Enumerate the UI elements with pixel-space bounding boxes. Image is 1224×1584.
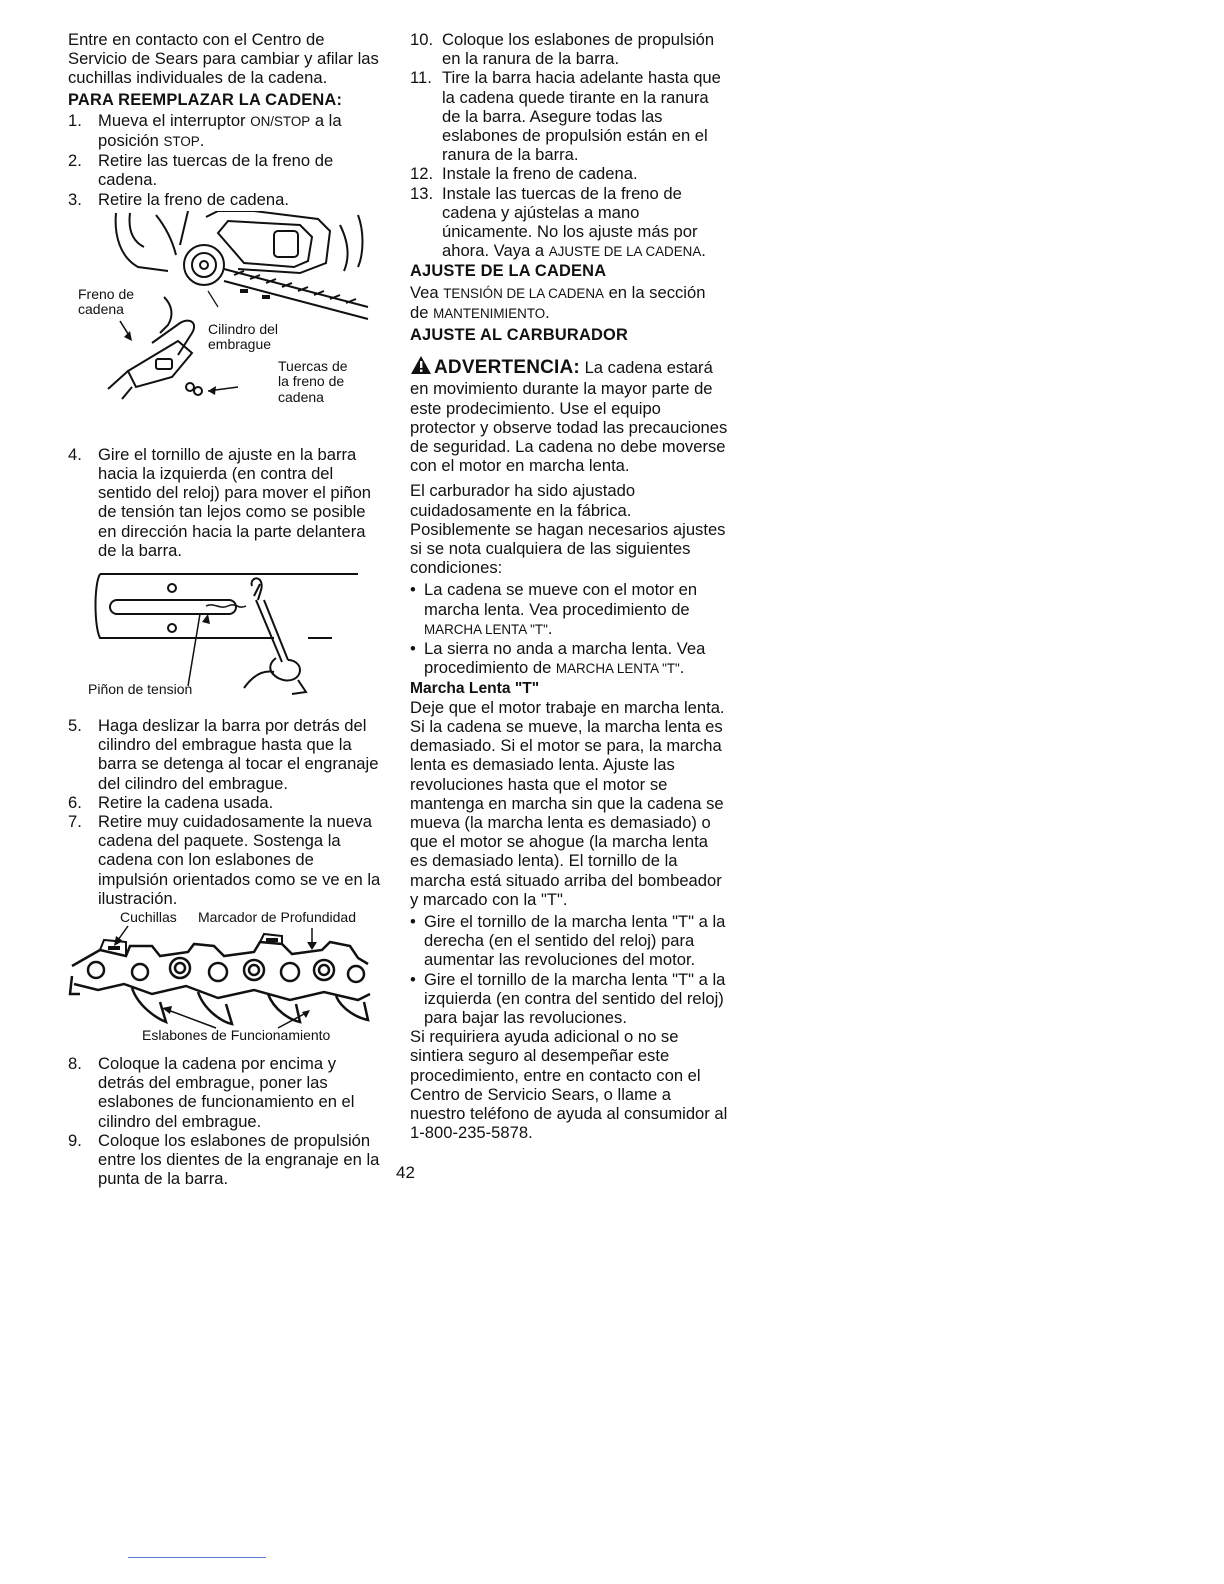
step-4: 4. Gire el tornillo de ajuste en la barra hacia la izquierda (en contra del sentido del reloj) para mover el piñon de tensión tan lejos como se posible en dirección hacia la parte delantera de la barra. <box>68 444 372 560</box>
page-number: 42 <box>396 1163 415 1182</box>
label-marcador-de-profundidad: Marcador de Profundidad <box>198 909 356 926</box>
label-eslabones-de-funcionamiento: Eslabones de Funcionamiento <box>142 1027 331 1044</box>
left-column <box>68 30 386 1189</box>
label-cilindro-del-embrague: Cilindro del embrague <box>208 320 279 353</box>
step-8: 8. Coloque la cadena por encima y detrás del embrague, poner las eslabones de funcionamiento en el cilindro del embrague. <box>68 1054 355 1131</box>
chain-adjust-heading: AJUSTE DE LA CADENA <box>410 262 607 281</box>
carb-bullet-1: • La cadena se mueve con el motor en marcha lenta. Vea procedimiento de MARCHA LENTA "T". <box>410 580 698 638</box>
step-12: 12. Instale la freno de cadena. <box>410 164 638 184</box>
idle-bullet-1: • Gire el tornillo de la marcha lenta "T" a la derecha (en el sentido del reloj) para aumentar las revoluciones del motor. <box>410 911 726 970</box>
chain-adjust-text: Vea TENSIÓN DE LA CADENA en la sección de MANTENIMIENTO. <box>410 282 706 322</box>
carb-paragraph: El carburador ha sido ajustado cuidadosamente en la fábrica. Posiblemente se hagan necesarios ajustes si se nota cualquiera de las siguientes condiciones: <box>410 481 726 578</box>
step-13: 13. Instale las tuercas de la freno de cadena y ajústelas a mano únicamente. No los ajuste más por ahora. Vaya a AJUSTE DE LA CADENA. <box>410 183 706 261</box>
step-9: 9. Coloque los eslabones de propulsión entre los dientes de la engranaje en la punta de la barra. <box>68 1130 380 1189</box>
step-11: 11. Tire la barra hacia adelante hasta que la cadena quede tirante en la ranura de la barra. Asegure todas las eslabones de propulsión están en el ranura de la barra. <box>410 68 721 165</box>
label-pinon-de-tension: Piñon de tension <box>88 681 193 698</box>
chain-replace-heading: PARA REEMPLAZAR LA CADENA: <box>68 90 343 109</box>
closing-paragraph: Si requiriera ayuda adicional o no se sintiera seguro al desempeñar este procedimiento, entre en contacto con el Centro de Servicio Sears, o llame a nuestro teléfono de ayuda al consumidor al 1-800-235-5878. <box>410 1027 728 1143</box>
warning-triangle-icon <box>410 355 432 379</box>
carb-bullet-2: • La sierra no anda a marcha lenta. Vea procedimiento de MARCHA LENTA "T". <box>410 639 706 678</box>
warning-text: La cadena estará en movimiento durante la mayor parte de este prodecimiento. Use el equipo protector y observe todad las precauciones de seguridad. La cadena no debe moverse con el motor en marcha lenta. <box>410 358 728 476</box>
step-7: 7. Retire muy cuidadosamente la nueva cadena del paquete. Sostenga la cadena con lon eslabones de impulsión orientados como se ve en la ilustración. <box>68 812 381 908</box>
step-1: 1. Mueva el interruptor ON/STOP a la posición STOP. <box>68 110 342 151</box>
intro-text: Entre en contacto con el Centro de Servicio de Sears para cambiar y afilar las cuchillas individuales de la cadena. <box>68 30 379 88</box>
step-3: 3. Retire la freno de cadena. <box>68 189 289 209</box>
step-5: 5. Haga deslizar la barra por detrás del cilindro del embrague hasta que la barra se detenga al tocar el engranaje del cilindro del embrague. <box>68 716 379 793</box>
label-cuchillas: Cuchillas <box>120 909 177 926</box>
idle-paragraph: Deje que el motor trabaje en marcha lenta. Si la cadena se mueve, la marcha lenta es demasiado. Si el motor se para, la marcha lenta es demasiado lenta. Ajuste las revoluciones hasta que el motor se mantenga en marcha sin que la cadena se mueva (la marcha lenta es demasiado) o que el motor se ahogue (la marcha lenta es demasiado lenta). El tornillo de la marcha está situado arriba del bombeador y marcado con la "T". <box>410 697 725 909</box>
step-10: 10. Coloque los eslabones de propulsión en la ranura de la barra. <box>410 30 715 69</box>
idle-heading: Marcha Lenta "T" <box>410 679 540 697</box>
label-tuercas-freno: Tuercas de la freno de cadena <box>278 357 348 405</box>
carb-heading: AJUSTE AL CARBURADOR <box>410 326 628 345</box>
step-6: 6. Retire la cadena usada. <box>68 792 274 812</box>
idle-bullet-2: • Gire el tornillo de la marcha lenta "T" a la izquierda (en contra del sentido del reloj) para bajar las revoluciones. <box>410 969 726 1027</box>
step-2: 2. Retire las tuercas de la freno de cadena. <box>68 151 334 190</box>
footer-rule <box>128 1557 266 1558</box>
warning-label: ADVERTENCIA: <box>434 357 580 379</box>
warning-block <box>410 355 728 475</box>
label-freno-de-cadena: Freno de cadena <box>78 285 135 318</box>
bar-figure <box>68 570 386 710</box>
brake-figure <box>68 211 386 439</box>
chain-figure <box>68 910 386 1048</box>
right-column <box>410 30 728 1145</box>
